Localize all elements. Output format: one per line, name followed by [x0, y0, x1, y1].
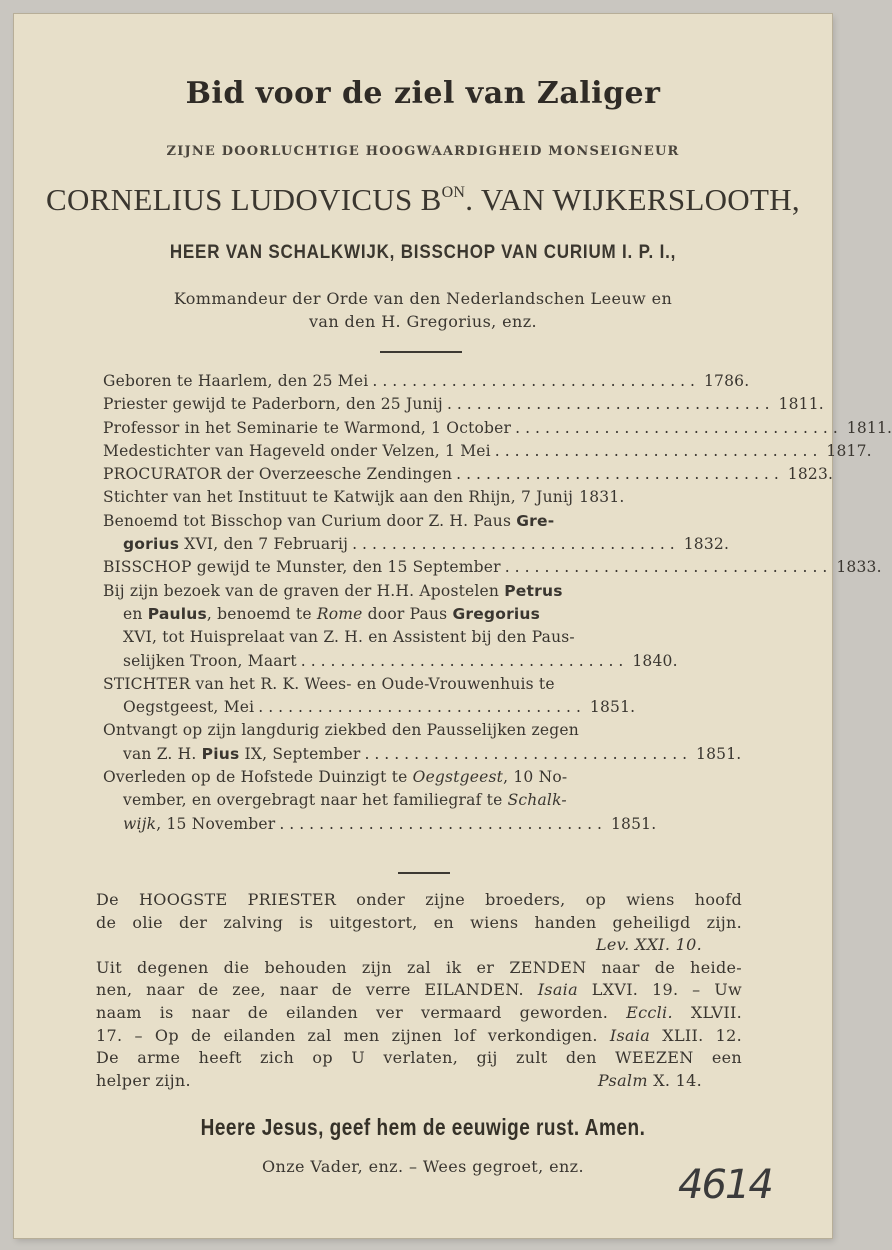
bio-line: Medestichter van Hageveld onder Velzen, 1 Mei ................................. 1817. — [103, 441, 872, 460]
name-post: . VAN WIJKERSLOOTH, — [465, 182, 800, 217]
quote-line: naam is naar de eilanden ver vermaard geworden. Eccli. XLVII. — [96, 1002, 743, 1022]
quote-line: nen, naar de zee, naar de verre EILANDEN. Isaia LXVI. 19. – Uw — [96, 980, 743, 1000]
bio-line: Benoemd tot Bisschop van Curium door Z. H. Paus Gre- — [103, 511, 555, 530]
bio-line: en Paulus, benoemd te Rome door Paus Gregorius — [123, 604, 541, 623]
quote-line: helper zijn. Psalm X. 14. — [96, 1070, 702, 1090]
closing-prayers: Onze Vader, enz. – Wees gegroet, enz. — [261, 1157, 585, 1176]
quote-line: Uit degenen die behouden zijn zal ik er ZENDEN naar de heide- — [96, 957, 742, 977]
bio-line: Priester gewijd te Paderborn, den 25 Junij ................................. 1811. — [103, 395, 824, 414]
order-line-2: van den H. Gregorius, enz. — [308, 312, 538, 331]
quote-line: de olie der zalving is uitgestort, en wiens handen geheiligd zijn. — [96, 912, 742, 932]
bio-line: vember, en overgebragt naar het familiegraf te Schalk- — [123, 791, 567, 810]
biography-list — [103, 370, 892, 836]
divider-middle — [398, 872, 450, 874]
bio-line: Professor in het Seminarie te Warmond, 1 October ................................. 1811. — [103, 418, 892, 437]
bio-line: STICHTER van het R. K. Wees- en Oude-Vrouwenhuis te — [103, 674, 555, 693]
bio-line: XVI, tot Huisprelaat van Z. H. en Assistent bij den Paus- — [123, 628, 575, 647]
quote-reference: Lev. XXI. 10. — [595, 935, 702, 955]
bio-line: Bij zijn bezoek van de graven der H.H. Apostelen Petrus — [103, 581, 563, 600]
name-sup: ON — [441, 184, 466, 201]
deceased-name — [14, 182, 832, 218]
quote-line: 17. – Op de eilanden zal men zijnen lof verkondigen. Isaia XLII. 12. — [96, 1025, 742, 1045]
titles-line: HEER VAN SCHALKWIJK, BISSCHOP VAN CURIUM I. P. I., — [169, 240, 677, 263]
bio-line: BISSCHOP gewijd te Munster, den 15 September ................................. 1833. — [103, 558, 882, 577]
order-line-1: Kommandeur der Orde van den Nederlandschen Leeuw en — [173, 289, 673, 308]
name-pre: CORNELIUS LUDOVICUS B — [46, 182, 442, 217]
quote-line: De arme heeft zich op U verlaten, gij zult den WEEZEN een — [96, 1048, 742, 1068]
bio-line: Stichter van het Instituut te Katwijk aan den Rhijn, 7 Junij 1831. — [103, 488, 625, 507]
honorific-title: ZIJNE DOORLUCHTIGE HOOGWAARDIGHEID MONSEIGNEUR — [166, 144, 680, 159]
scripture-quotes — [96, 889, 742, 1092]
prayer-line: Heere Jesus, geef hem de eeuwige rust. Amen. — [200, 1115, 646, 1141]
memorial-card — [14, 14, 892, 1238]
bio-line: gorius XVI, den 7 Februarij ................................. 1832. — [123, 535, 730, 554]
divider-top — [380, 351, 462, 353]
bio-line: wijk, 15 November ................................. 1851. — [123, 814, 657, 833]
bio-line: Ontvangt op zijn langdurig ziekbed den Pausselijken zegen — [103, 721, 579, 740]
bio-line: van Z. H. Pius IX, September ................................. 1851. — [123, 744, 742, 763]
bio-line: selijken Troon, Maart ................................. 1840. — [123, 651, 678, 670]
quote-line: De HOOGSTE PRIESTER onder zijne broeders, op wiens hoofd — [96, 890, 742, 909]
bio-line: Oegstgeest, Mei ................................. 1851. — [123, 698, 636, 717]
bio-line: Overleden op de Hofstede Duinzigt te Oegstgeest, 10 No- — [103, 768, 568, 787]
bio-line: PROCURATOR der Overzeesche Zendingen ................................. 1823. — [103, 465, 834, 484]
handwritten-number: 4614 — [678, 1162, 772, 1208]
heading-fraktur: Bid voor de ziel van Zaliger — [185, 76, 661, 111]
bio-line: Geboren te Haarlem, den 25 Mei ................................. 1786. — [103, 372, 750, 390]
